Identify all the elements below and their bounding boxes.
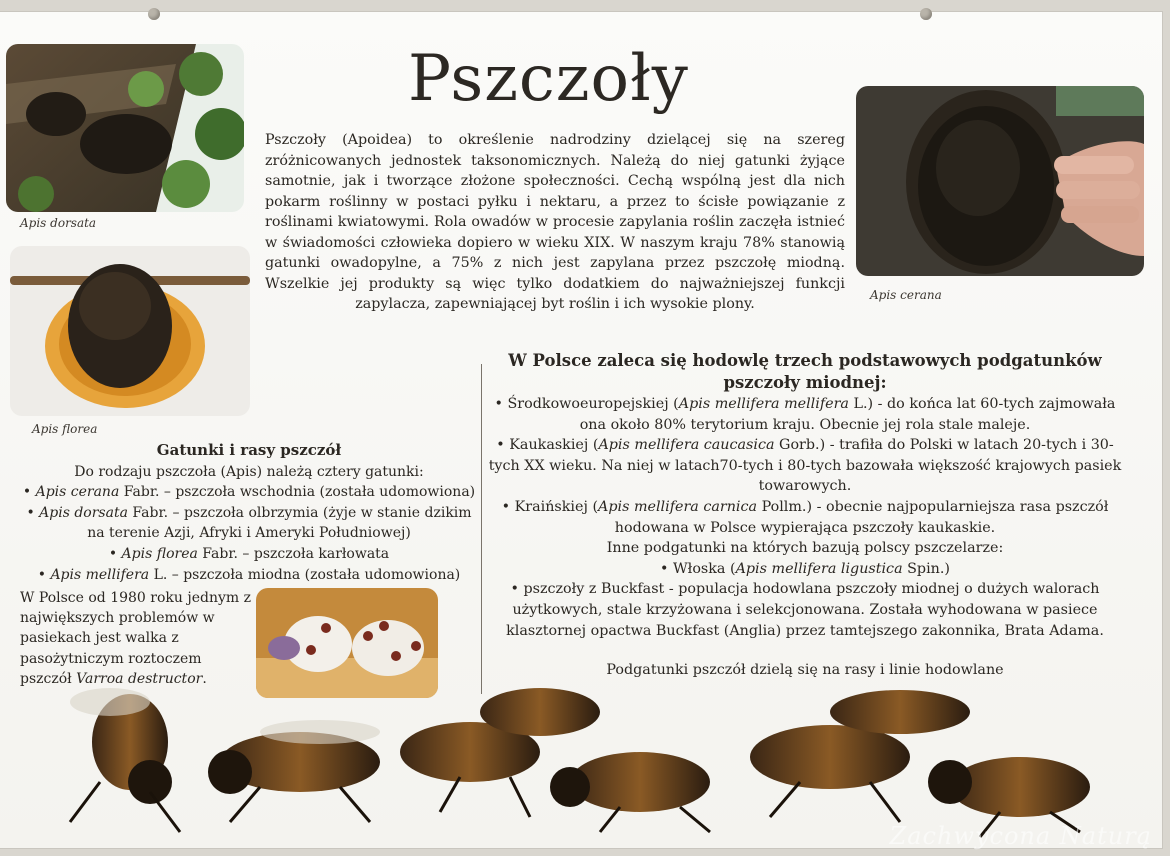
varroa-text: W Polsce od 1980 roku jednym z największych problemów w pasiekach jest walka z pasożytniczym roztoczem pszczół (20, 590, 251, 687)
subspecies-item: • Kaukaskiej (Apis mellifera caucasica Gorb.) - trafiła do Polski w latach 20-tych i 30-tych XX wieku. Na niej w latach70-tych i 80-tych bazowała większość krajowych pasiek towarowych. (488, 437, 1122, 495)
item-text: Kaukaskiej ( (509, 437, 599, 454)
item-text: Włoska ( (672, 560, 736, 577)
species-latin: Apis mellifera (50, 566, 150, 583)
item-text: L.) - do końca lat 60-tych zajmowała ona około 80% terytorium kraju. Obecnie jej rola stale maleje. (579, 396, 1116, 433)
species-text: L. – pszczoła miodna (została udomowiona) (149, 566, 461, 583)
species-item: • Apis mellifera L. – pszczoła miodna (została udomowiona) (37, 566, 461, 583)
item-latin: Apis mellifera ligustica (735, 560, 903, 577)
bee (928, 757, 1090, 817)
watermark: Zachwycona Naturą (889, 822, 1152, 850)
apis-dorsata-caption: Apis dorsata (20, 216, 97, 230)
apis-florea-photo (10, 246, 250, 416)
item-text: Pollm.) - obecnie najpopularniejsza rasa pszczół hodowana w Polsce wypierająca pszczoły kaukaskie. (614, 498, 1109, 536)
varroa-latin: Varroa destructor (76, 670, 203, 687)
subspecies-item: • Środkowoeuropejskiej (Apis mellifera mellifera L.) - do końca lat 60-tych zajmowała ona około 80% terytorium kraju. Obecnie jej rola stale maleje. (494, 396, 1116, 433)
subspecies-heading: W Polsce zaleca się hodowlę trzech podstawowych podgatunków pszczoły miodnej: (508, 351, 1102, 392)
species-latin: Apis dorsata (39, 504, 128, 521)
item-latin: Apis mellifera mellifera (678, 396, 849, 412)
exhibit-board (0, 12, 1162, 848)
species-section (18, 440, 480, 585)
species-intro: Do rodzaju pszczoła (Apis) należą cztery gatunki: (74, 463, 424, 480)
apis-cerana-photo (856, 86, 1144, 276)
subspecies-item: • pszczoły z Buckfast - populacja hodowlana pszczoły miodnej o dużych walorach użytkowych, stale krzyżowana i selekcjonowana. Została wyhodowana w pasiece klasztornej opactwa Buckfast (Anglia) przez tamtejszego zakonnika, Brata Adama. (506, 581, 1104, 639)
species-text: Fabr. – pszczoła wschodnia (została udomowiona) (119, 484, 476, 501)
apis-dorsata-photo (6, 44, 244, 212)
species-latin: Apis cerana (35, 484, 120, 501)
other-subspecies-intro: Inne podgatunki na których bazują polscy pszczelarze: (606, 540, 1004, 557)
species-item: • Apis dorsata Fabr. – pszczoła olbrzymia (żyje w stanie dzikim na terenie Azji, Afryki i Ameryki Południowej) (26, 504, 472, 542)
column-divider (481, 364, 482, 694)
item-text: pszczoły z Buckfast - populacja hodowlana pszczoły miodnej o dużych walorach użytkowych, stale krzyżowana i selekcjonowana. Została wyhodowana w pasiece klasztornej opactwa Buckfast (Anglia) przez tamtejszego zakonnika, Brata Adama. (506, 581, 1104, 639)
item-text: Środkowoeuropejskiej ( (507, 396, 679, 412)
species-item: • Apis florea Fabr. – pszczoła karłowata (108, 545, 390, 562)
apis-florea-caption: Apis florea (32, 422, 98, 436)
item-text: Gorb.) - trafiła do Polski w latach 20-tych i 30-tych XX wieku. Na niej w latach70-tych i 80-tych bazowała większość krajowych pasiek towarowych. (488, 437, 1122, 495)
species-text: Fabr. – pszczoła karłowata (197, 545, 390, 562)
bees-illustration (40, 672, 1120, 842)
item-latin: Apis mellifera caucasica (598, 437, 775, 454)
pin (920, 8, 932, 20)
item-latin: Apis mellifera carnica (598, 498, 758, 515)
pin (148, 8, 160, 20)
species-heading: Gatunki i rasy pszczół (156, 441, 342, 459)
page-title: Pszczoły (408, 42, 689, 116)
subspecies-item: • Włoska (Apis mellifera ligustica Spin.) (660, 560, 950, 577)
apis-cerana-caption: Apis cerana (870, 288, 942, 302)
intro-paragraph: Pszczoły (Apoidea) to określenie nadrodziny dzielącej się na szereg zróżnicowanych jednostek taksonomicznych. Należą do niej gatunki żyjące samotnie, jak i tworzące złożone społeczności. Cechą wspólną jest dla nich pokarm roślinny w postaci pyłku i nektaru, a przez to ścisłe powiązanie z roślinami kwiatowymi. Rola owadów w procesie zapylania roślin zaczęła istnieć w świadomości człowieka dopiero w wieku XIX. W naszym kraju 78% stanowią gatunki owadopylne, a 75% z nich jest zapylana przez pszczołę miodną. Wszelkie jej produkty są więc tylko dodatkiem do najważniejszej funkcji zapylacza, zapewniającej byt roślin i ich wysokie plony. (265, 132, 845, 312)
subspecies-footer: Podgatunki pszczół dzielą się na rasy i linie hodowlane (606, 662, 1004, 678)
subspecies-section (484, 350, 1126, 641)
item-text: Kraińskiej ( (514, 498, 599, 515)
item-text: Spin.) (902, 560, 950, 577)
species-item: • Apis cerana Fabr. – pszczoła wschodnia (została udomowiona) (22, 484, 476, 501)
species-latin: Apis florea (121, 545, 198, 562)
varroa-end: . (202, 670, 207, 687)
bee (550, 752, 710, 812)
subspecies-item: • Kraińskiej (Apis mellifera carnica Pollm.) - obecnie najpopularniejsza rasa pszczół hodowana w Polsce wypierająca pszczoły kaukaskie. (501, 498, 1109, 536)
species-text: Fabr. – pszczoła olbrzymia (żyje w stanie dzikim na terenie Azji, Afryki i Ameryki Południowej) (87, 504, 472, 542)
